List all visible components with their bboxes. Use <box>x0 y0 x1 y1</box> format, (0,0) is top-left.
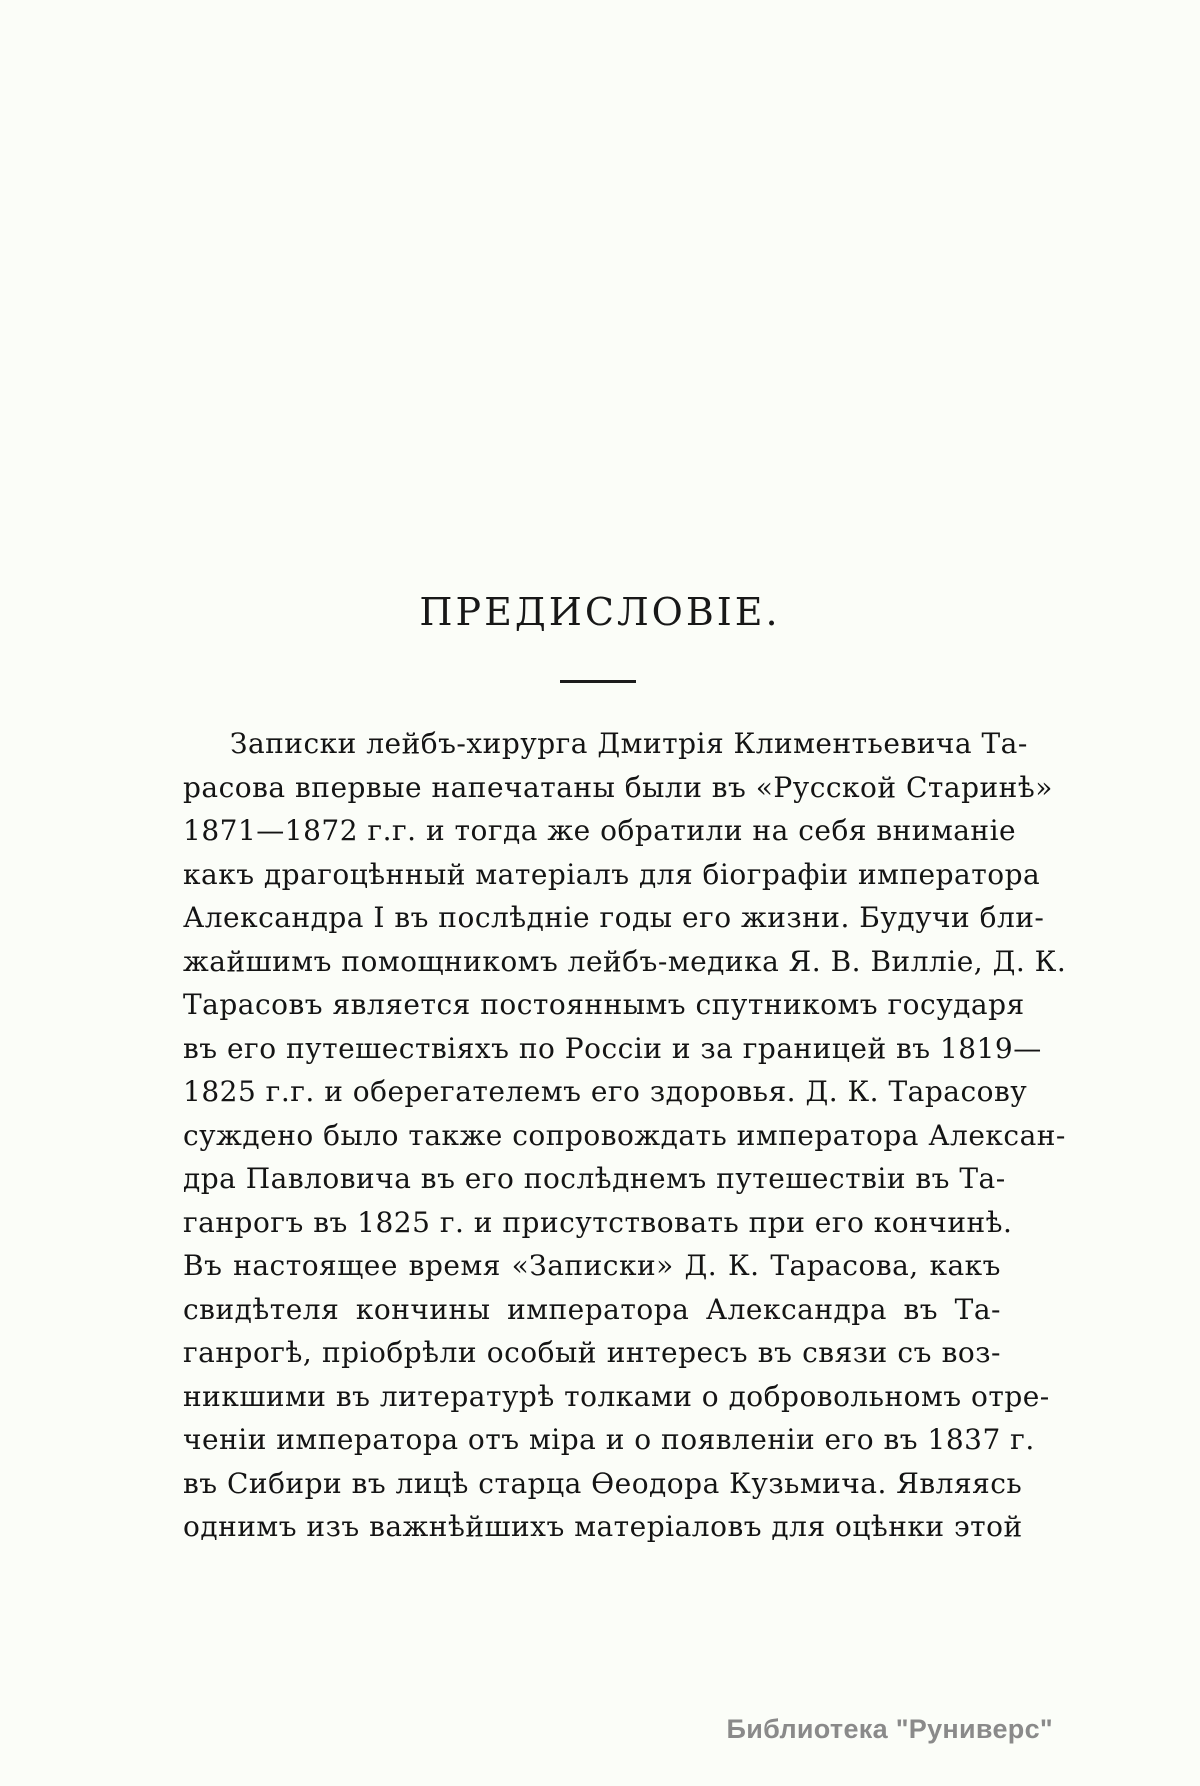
text-line: какъ драгоцѣнный матеріалъ для біографіи императора <box>183 857 1041 891</box>
text-line: 1871—1872 г.г. и тогда же обратили на себя вниманіе <box>183 814 1017 847</box>
text-line: свидѣтеля кончины императора Александра въ Та- <box>183 1292 1001 1326</box>
title-divider-rule <box>560 680 636 683</box>
preface-paragraph <box>183 722 1067 1549</box>
text-line: Тарасовъ является постояннымъ спутникомъ государя <box>183 988 1025 1021</box>
text-line: жайшимъ помощникомъ лейбъ-медика Я. В. Вилліе, Д. К. <box>183 944 1067 978</box>
text-line: Александра I въ послѣдніе годы его жизни. Будучи бли- <box>183 901 1045 934</box>
text-line: Въ настоящее время «Записки» Д. К. Тарасова, какъ <box>183 1249 1001 1282</box>
text-line: 1825 г.г. и оберегателемъ его здоровья. Д. К. Тарасову <box>183 1075 1028 1108</box>
text-line: дра Павловича въ его послѣднемъ путешествіи въ Та- <box>183 1162 1006 1195</box>
text-line: расова впервые напечатаны были въ «Русской Старинѣ» <box>183 770 1053 804</box>
text-line: въ Сибири въ лицѣ старца Ѳеодора Кузьмича. Являясь <box>183 1466 1023 1500</box>
text-line: ганрогъ въ 1825 г. и присутствовать при его кончинѣ. <box>183 1205 1013 1239</box>
text-line: въ его путешествіяхъ по Россіи и за границей въ 1819— <box>183 1031 1042 1065</box>
text-line: ченіи императора отъ міра и о появленіи его въ 1837 г. <box>183 1423 1035 1456</box>
text-line: суждено было также сопровождать императора Алексан- <box>183 1118 1066 1152</box>
text-line: Записки лейбъ-хирурга Дмитрія Климентьевича Та- <box>230 727 1028 760</box>
text-line: однимъ изъ важнѣйшихъ матеріаловъ для оцѣнки этой <box>183 1510 1023 1543</box>
library-watermark: Библиотека "Руниверс" <box>726 1714 1053 1744</box>
text-line: ганрогѣ, пріобрѣли особый интересъ въ связи съ воз- <box>183 1336 1001 1369</box>
text-line: никшими въ литературѣ толками о добровольномъ отре- <box>183 1379 1050 1413</box>
page-title: ПРЕДИСЛОВІЕ. <box>419 590 781 634</box>
